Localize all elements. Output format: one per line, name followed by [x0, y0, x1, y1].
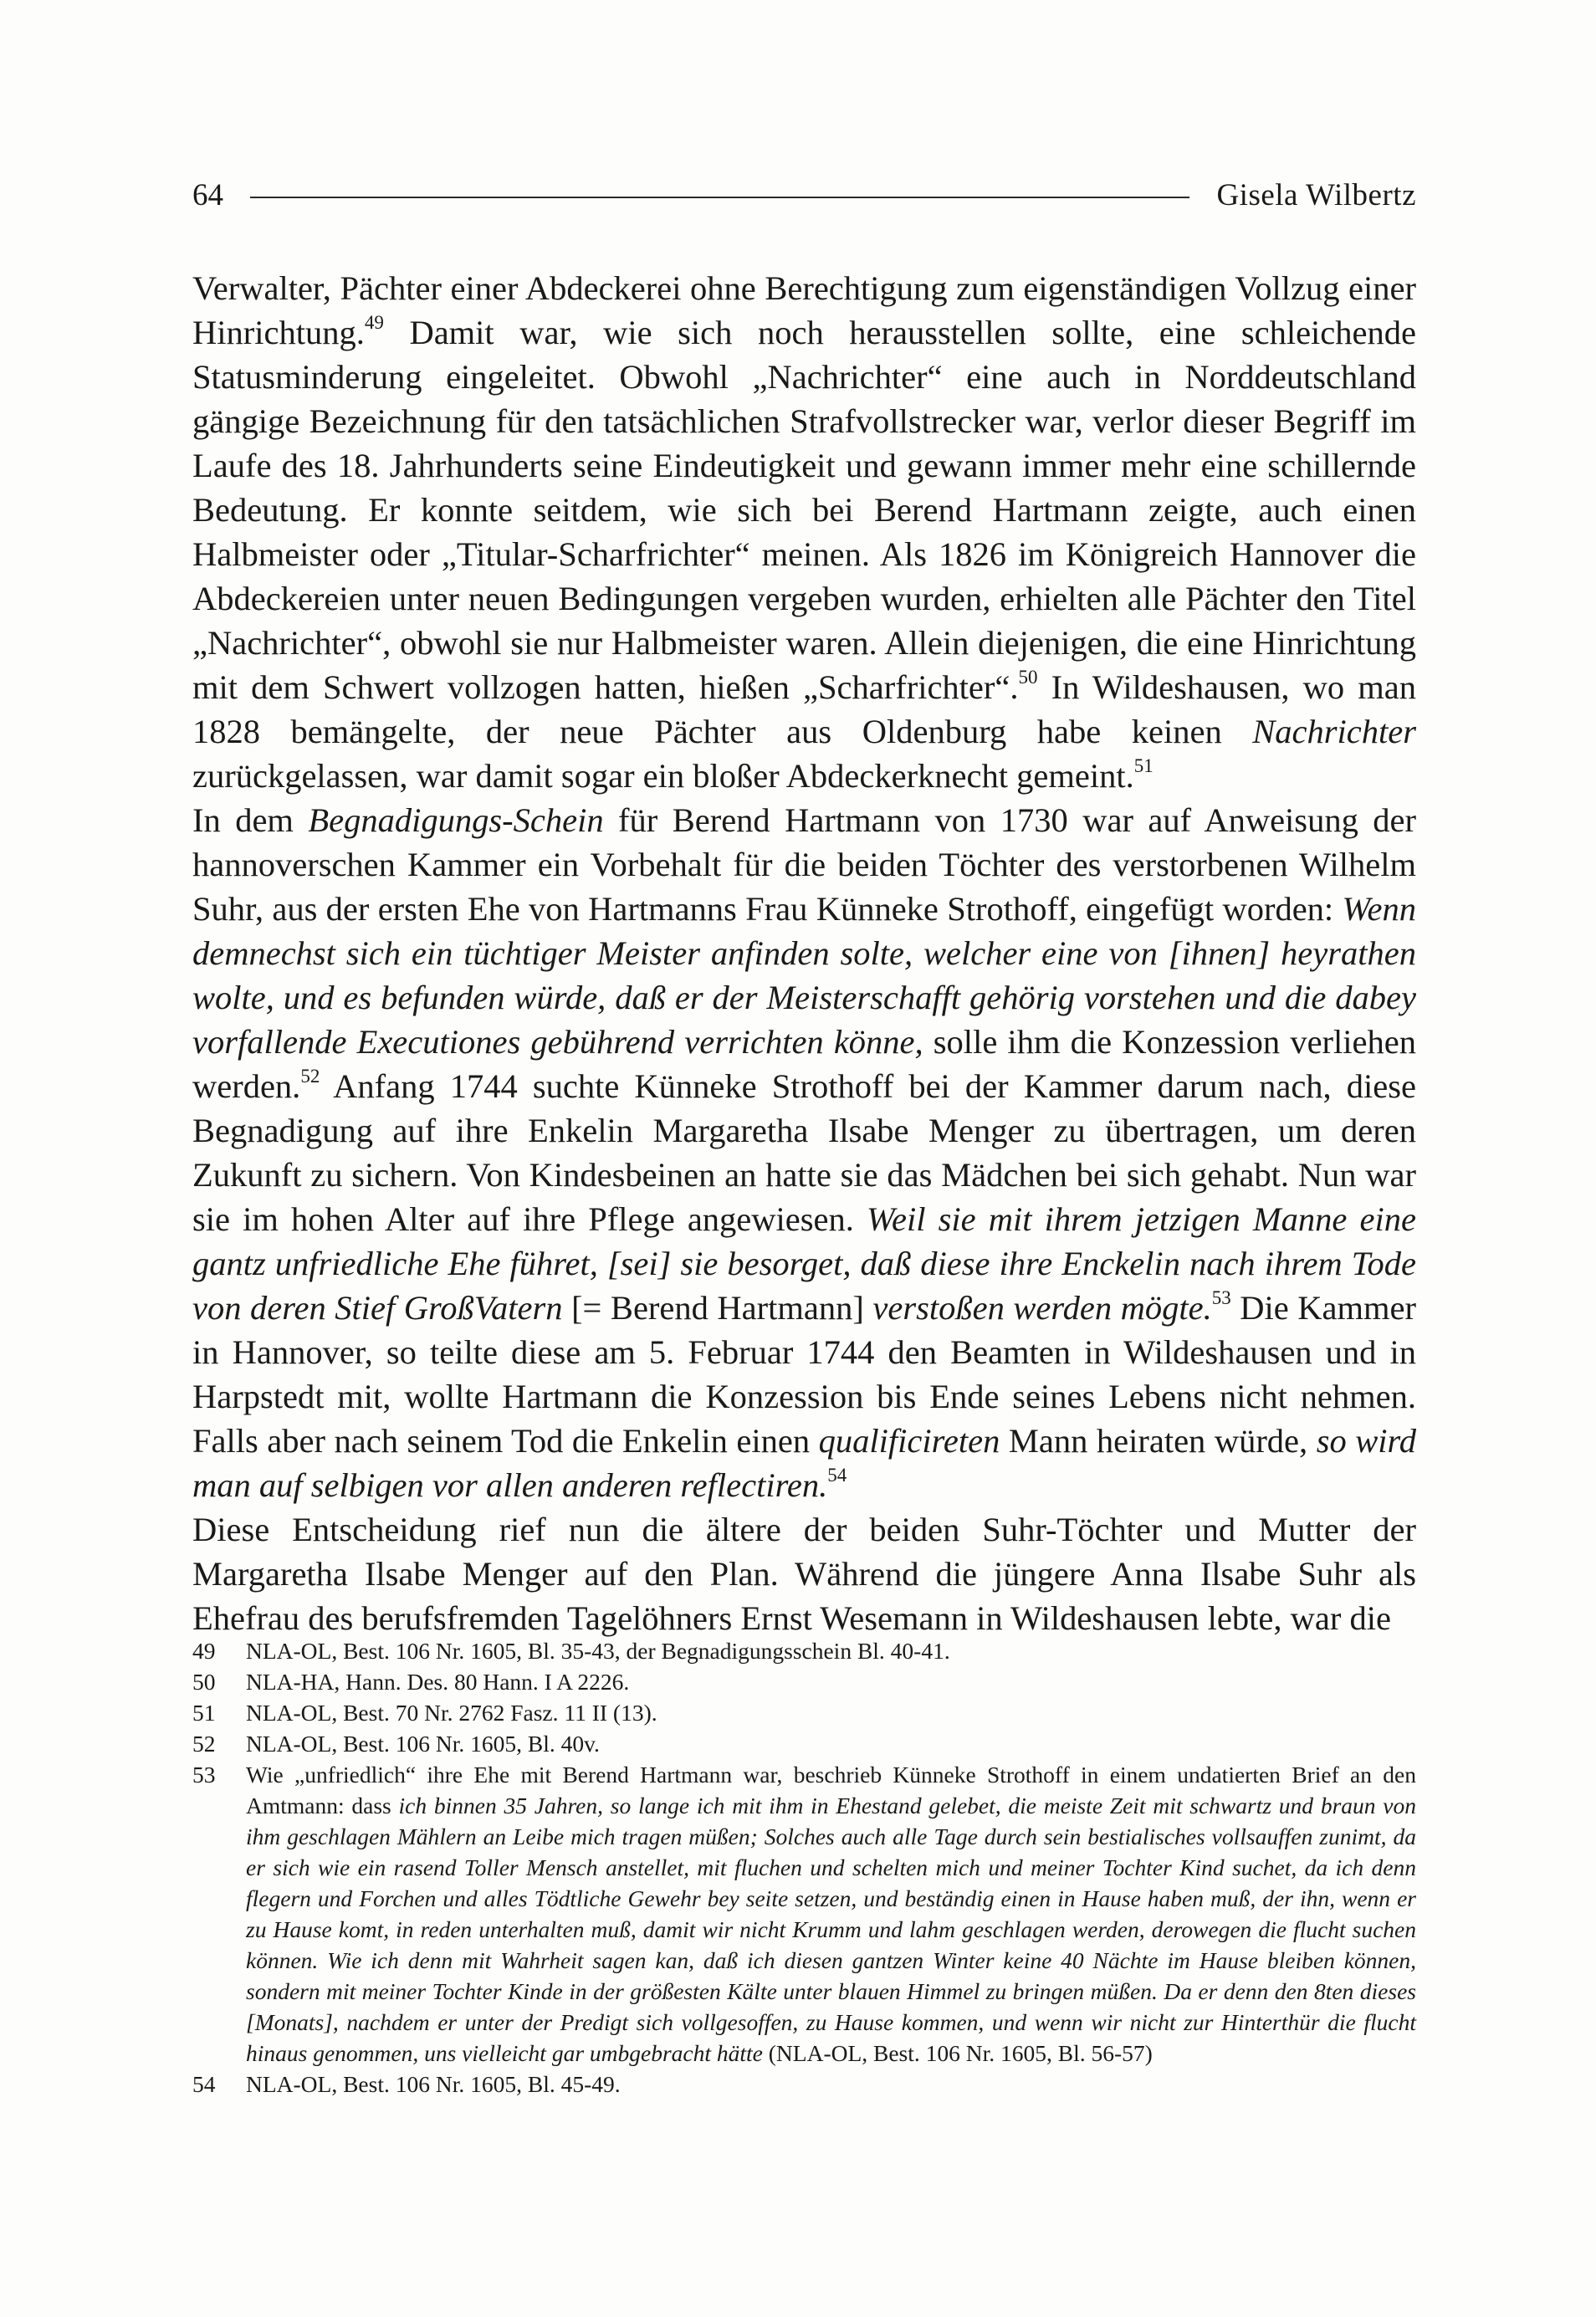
- body-text: [192, 266, 1416, 1640]
- footnote-text: NLA-OL, Best. 106 Nr. 1605, Bl. 45-49.: [246, 2071, 621, 2097]
- text-run: Die Kammer in Hannover, so teilte diese am 5. Februar 1744 den Beamten in Wildeshausen und in Harpstedt mit, wollte Hartmann die Konzession bis Ende seines Lebens nicht nehmen. Falls aber nach seinem Tod die Enkelin einen: [192, 1289, 1416, 1460]
- footnote-number: 51: [192, 1700, 216, 1726]
- italic-quote: so wird man auf selbigen vor allen anderen reflectiren.: [192, 1422, 1416, 1504]
- text-run: Mann heiraten würde,: [1000, 1422, 1317, 1460]
- italic-quote: Weil sie mit ihrem jetzigen Manne eine gantz unfriedliche Ehe führet, [sei] sie besorget, daß diese ihre Enckelin nach ihrem Tode von deren Stief GroßVatern: [192, 1200, 1416, 1327]
- footnote-text: NLA-OL, Best. 106 Nr. 1605, Bl. 40v.: [246, 1731, 600, 1757]
- paragraph: [192, 1507, 1416, 1640]
- footnote-text: NLA-HA, Hann. Des. 80 Hann. I A 2226.: [246, 1669, 630, 1695]
- italic-term: qualificireten: [818, 1422, 1000, 1460]
- running-head: [192, 174, 1416, 216]
- italic-quote: ich binnen 35 Jahren, so lange ich mit ihm in Ehestand gelebet, die meiste Zeit mit schwartz und braun von ihm geschlagen Mählern an Leibe mich tragen müßen; Solches auch alle Tage durch sein bestialisches vollsauffen zunimt, da er sich wie ein rasend Toller Mensch anstellet, mit fluchen und schelten mich und meiner Tochter Kind suchet, da ich denn flegern und Forchen und alles Tödtliche Gewehr bey seite setzen, und beständig einen in Hause haben muß, der ihn, wenn er zu Hause komt, in reden unterhalten muß, damit wir nicht Krumm und lahm geschlagen werden, derowegen die flucht suchen können. Wie ich denn mit Wahrheit sagen kan, daß ich diesen gantzen Winter keine 40 Nächte im Hause bleiben können, sondern mit meiner Tochter Kinde in der größesten Kälte unter blauen Himmel zu bringen müßen. Da er denn den 8ten dieses [Monats], nachdem er unter der Predigt sich vollgesoffen, zu Hause kommen, und wenn wir nicht zur Hinterthür die flucht hinaus genommen, uns vielleicht gar umbgebracht hätte: [246, 1793, 1416, 2066]
- footnote: [192, 1666, 1416, 1697]
- footnote-ref: 54: [827, 1464, 847, 1486]
- italic-quote: verstoßen werden mögte.: [872, 1289, 1212, 1327]
- footnote: [192, 1759, 1416, 2069]
- text-run: Verwalter, Pächter einer Abdeckerei ohne Berechtigung zum eigenständigen Vollzug einer Hinrichtung.: [192, 269, 1416, 351]
- text-run: [= Berend Hartmann]: [562, 1289, 873, 1327]
- footnote-ref: 52: [300, 1065, 320, 1087]
- footnote-text: NLA-OL, Best. 70 Nr. 2762 Fasz. 11 II (13).: [246, 1700, 657, 1726]
- footnote-number: 54: [192, 2071, 216, 2097]
- italic-quote: Wenn demnechst sich ein tüchtiger Meister anfinden solte, welcher eine von [ihnen] heyrathen wolte, und es befunden würde, daß er der Meisterschafft gehörig vorstehen und die dabey vorfallende Executiones gebührend verrichten könne,: [192, 890, 1416, 1061]
- footnote: [192, 1728, 1416, 1759]
- text-run: Diese Entscheidung rief nun die ältere der beiden Suhr-Töchter und Mutter der Margaretha Ilsabe Menger auf den Plan. Während die jüngere Anna Ilsabe Suhr als Ehefrau des berufsfremden Tagelöhners Ernst Wesemann in Wildeshausen lebte, war die: [192, 1511, 1416, 1637]
- italic-term: Nachrichter: [1252, 713, 1416, 750]
- text-run: Damit war, wie sich noch herausstellen sollte, eine schleichende Statusminderung eingeleitet. Obwohl „Nachrichter“ eine auch in Norddeutschland gängige Bezeichnung für den tatsächlichen Strafvollstrecker war, verlor dieser Begriff im Laufe des 18. Jahrhunderts seine Eindeutigkeit und gewann immer mehr eine schillernde Bedeutung. Er konnte seitdem, wie sich bei Berend Hartmann zeigte, auch einen Halbmeister oder „Titular-Scharfrichter“ meinen. Als 1826 im Königreich Hannover die Abdeckereien unter neuen Bedingungen vergeben wurden, erhielten alle Pächter den Titel „Nachrichter“, obwohl sie nur Halbmeister waren. Allein diejenigen, die eine Hinrichtung mit dem Schwert vollzogen hatten, hießen „Scharfrichter“.: [192, 314, 1416, 706]
- paragraph: [192, 266, 1416, 798]
- text-run: zurückgelassen, war damit sogar ein bloßer Abdeckerknecht gemeint.: [192, 757, 1134, 795]
- running-head-author: Gisela Wilbertz: [1216, 177, 1416, 212]
- header-rule: [250, 197, 1189, 198]
- footnote-ref: 50: [1018, 666, 1038, 688]
- footnote-number: 52: [192, 1731, 216, 1757]
- paragraph: [192, 798, 1416, 1507]
- footnote: [192, 1635, 1416, 1666]
- footnote-number: 50: [192, 1669, 216, 1695]
- footnotes: [192, 1635, 1416, 2100]
- footnote-number: 53: [192, 1762, 216, 1788]
- text-run: solle ihm die Konzession verliehen werden.: [192, 1023, 1416, 1105]
- footnote-ref: 51: [1133, 754, 1154, 776]
- footnote: [192, 1697, 1416, 1728]
- italic-term: Begnadigungs-Schein: [308, 801, 604, 839]
- page-number: 64: [192, 177, 223, 212]
- footnote-ref: 49: [364, 311, 384, 333]
- footnote-ref: 53: [1211, 1286, 1231, 1308]
- text-run: Wie „unfriedlich“ ihre Ehe mit Berend Hartmann war, beschrieb Künneke Strothoff in einem undatierten Brief an den Amtmann: dass: [246, 1762, 1416, 1818]
- footnote-text: NLA-OL, Best. 106 Nr. 1605, Bl. 35-43, der Begnadigungsschein Bl. 40-41.: [246, 1638, 950, 1664]
- footnote: [192, 2069, 1416, 2100]
- text-run: (NLA-OL, Best. 106 Nr. 1605, Bl. 56-57): [762, 2040, 1153, 2066]
- text-run: Anfang 1744 suchte Künneke Strothoff bei der Kammer darum nach, diese Begnadigung auf ihre Enkelin Margaretha Ilsabe Menger zu übertragen, um deren Zukunft zu sichern. Von Kindesbeinen an hatte sie das Mädchen bei sich gehabt. Nun war sie im hohen Alter auf ihre Pflege angewiesen.: [192, 1067, 1416, 1238]
- footnote-text: [246, 1759, 1416, 2069]
- footnote-number: 49: [192, 1638, 216, 1664]
- text-run: In Wildeshausen, wo man 1828 bemängelte, der neue Pächter aus Oldenburg habe keinen: [192, 668, 1416, 750]
- text-run: In dem: [192, 801, 309, 839]
- text-run: für Berend Hartmann von 1730 war auf Anweisung der hannoverschen Kammer ein Vorbehalt für die beiden Töchter des verstorbenen Wilhelm Suhr, aus der ersten Ehe von Hartmanns Frau Künneke Strothoff, eingefügt worden:: [192, 801, 1416, 928]
